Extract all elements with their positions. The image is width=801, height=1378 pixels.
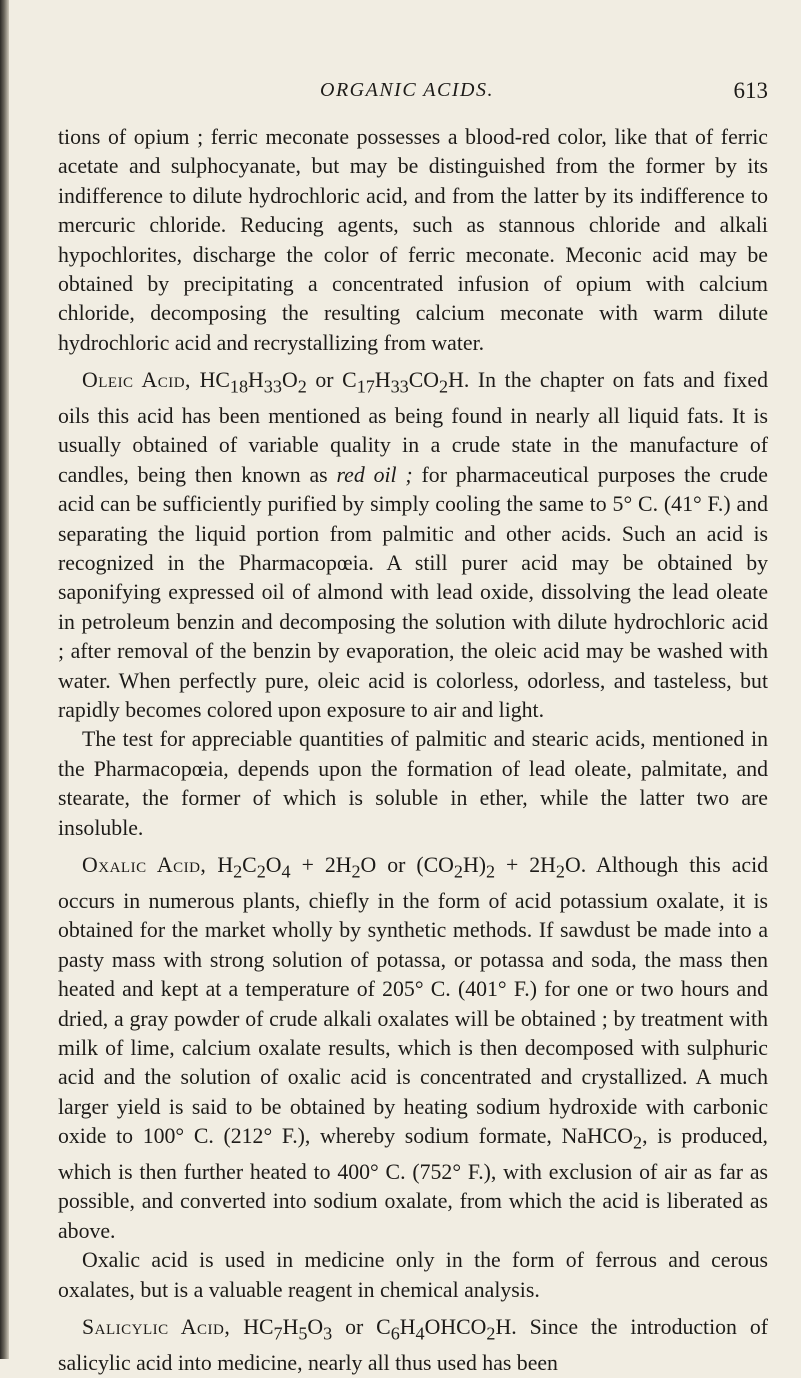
salicylic-acid-heading: Salicylic Acid,: [82, 1314, 231, 1339]
oxalic-acid-text: Although this acid occurs in numerous plants, chiefly in the form of acid potassium oxalate, it is obtained for the market wholly by synthetic methods. If sawdust be made into a pasty mass with strong solution of potassa, or potassa and soda, the mass then heated and kept at a temperature of 205° C. (401° F.) for one or two hours and dried, a gray powder of crude alkali oxalates will be obtained ; by treatment with milk of lime, calcium oxalate results, which is then decomposed with sulphuric acid and the solution of oxalic acid is concentrated and crystallized. A much larger yield is said to be obtained by heating sodium hydroxide with carbonic oxide to 100° C. (212° F.), whereby sodium formate,: [58, 853, 769, 1149]
book-page: [58, 0, 769, 1375]
paragraph-oleic-test: [58, 725, 768, 843]
oxalic-medicine-text: Oxalic acid is used in medicine only in the form of ferrous and cerous oxalates, but is a valuable reagent in chemical analysis.: [58, 1248, 768, 1302]
oxalic-acid-heading: Oxalic Acid,: [82, 853, 207, 878]
paragraph-oleic-acid: [58, 366, 768, 725]
salicylic-acid-formula: $HC_7H_5O_3$ or $C_6H_4OHCO_2H$.: [243, 1314, 517, 1344]
paragraph-oxalic-acid: [58, 851, 768, 1246]
oleic-acid-formula: $HC_{18}H_{33}O_2$ or $C_{17}H_{33}CO_2H$.: [199, 368, 470, 397]
oxalic-acid-formula: $H_2C_2O_4 + 2H_2O$ or $(CO_2H)_2 + 2H_2O$.: [217, 853, 587, 882]
paragraph-oxalic-medicine: [58, 1246, 768, 1305]
red-oil-term: red oil ;: [336, 462, 413, 487]
running-title: ORGANIC ACIDS.: [320, 79, 494, 101]
oleic-test-text: The test for appreciable quantities of palmitic and stearic acids, mentioned in the Pharmacopœia, depends upon the formation of lead oleate, palmitate, and stearate, the former of which is soluble in ether, while the latter two are insoluble.: [58, 727, 768, 840]
page-number: 613: [733, 78, 768, 103]
running-head: [58, 79, 768, 109]
paragraph-opium-continuation: [58, 123, 768, 358]
paragraph-salicylic-acid: [58, 1313, 768, 1378]
oleic-acid-text-1: In the chapter on fats and fixed oils this acid has been mentioned as being found in nearly all liquid fats. It is usually obtained of variable quality in a crude state in the manufacture of candles, being then known as: [58, 368, 768, 487]
book-binding-edge: [0, 0, 9, 1359]
body-text: [58, 123, 768, 1378]
sodium-formate-formula: NaHCO$_2$,: [561, 1124, 648, 1153]
salicylic-acid-text: Since the introduction of salicylic acid into medicine, nearly all thus used has been: [58, 1314, 768, 1375]
oleic-acid-heading: Oleic Acid,: [82, 368, 191, 393]
oleic-acid-text-2: for pharmaceutical purposes the crude acid can be sufficiently purified by simply cooling the same to 5° C. (41° F.) and separating the liquid portion from palmitic and other acids. Such an acid is recognized in the Pharmacopœia. A still purer acid may be obtained by saponifying expressed oil of almond with lead oxide, dissolving the lead oleate in petroleum benzin and decomposing the solution with dilute hydrochloric acid ; after removal of the benzin by evaporation, the oleic acid may be washed with water. When perfectly pure, oleic acid is colorless, odorless, and tasteless, but rapidly becomes colored upon exposure to air and light.: [58, 462, 768, 723]
oxalic-acid-text-2: is produced, which is then further heated to 400° C. (752° F.), with exclusion of air as far as possible, and converted into sodium oxalate, from which the acid is liberated as above.: [58, 1124, 768, 1243]
paragraph-opium-text: tions of opium ; ferric meconate possesses a blood-red color, like that of ferric acetate and sulphocyanate, but may be distinguished from the former by its indifference to dilute hydrochloric acid, and from the latter by its indifference to mercuric chloride. Reducing agents, such as stannous chloride and alkali hypochlorites, discharge the color of ferric meconate. Meconic acid may be obtained by precipitating a concentrated infusion of opium with calcium chloride, decomposing the resulting calcium meconate with warm dilute hydrochloric acid and recrystallizing from water.: [58, 125, 768, 355]
